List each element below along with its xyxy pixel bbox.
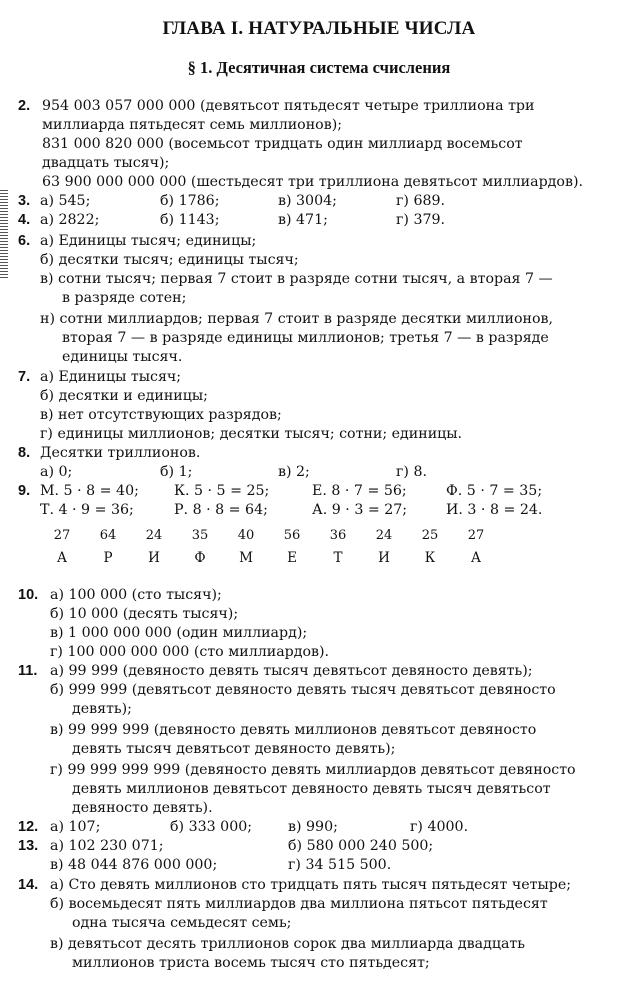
exercise-3-answer: б) 1786; bbox=[160, 193, 220, 209]
exercise-14-line: б) восемьдесят пять миллиардов два миллиона пятьсот пятьдесят bbox=[50, 896, 548, 912]
exercise-9-equation: Е. 8 · 7 = 56; bbox=[312, 483, 407, 499]
exercise-number-6: 6. bbox=[18, 233, 31, 249]
exercise-11-line: девять); bbox=[72, 701, 132, 717]
exercise-number-7: 7. bbox=[18, 369, 31, 385]
exercise-3-answer: в) 3004; bbox=[278, 193, 337, 209]
exercise-14-line: миллионов триста восемь тысяч сто пятьдесят; bbox=[72, 955, 430, 971]
exercise-2-line: 63 900 000 000 000 (шестьдесят три триллиона девятьсот миллиардов). bbox=[42, 174, 583, 190]
exercise-7-line: в) нет отсутствующих разрядов; bbox=[40, 407, 282, 423]
exercise-number-9: 9. bbox=[18, 483, 31, 499]
exercise-number-8: 8. bbox=[18, 445, 31, 461]
exercise-number-11: 11. bbox=[18, 663, 38, 679]
cipher-letter: М bbox=[239, 550, 253, 566]
cipher-number: 25 bbox=[421, 528, 439, 543]
exercise-6-line: а) Единицы тысяч; единицы; bbox=[40, 233, 257, 249]
exercise-2-line: 954 003 057 000 000 (девятьсот пятьдесят четыре триллиона три bbox=[42, 98, 535, 114]
cipher-number: 24 bbox=[145, 528, 163, 543]
exercise-13-answer: в) 48 044 876 000 000; bbox=[50, 857, 218, 873]
cipher-letter: И bbox=[148, 550, 160, 566]
exercise-8-answer: а) 0; bbox=[40, 464, 73, 480]
cipher-letter: К bbox=[424, 550, 436, 566]
exercise-number-14: 14. bbox=[18, 877, 39, 893]
exercise-13-answer: б) 580 000 240 500; bbox=[288, 838, 434, 854]
exercise-6-line: в разряде сотен; bbox=[62, 290, 187, 306]
exercise-7-line: б) десятки и единицы; bbox=[40, 388, 208, 404]
exercise-11-line: в) 99 999 999 (девяносто девять миллионов девятьсот девяносто bbox=[50, 722, 537, 738]
cipher-number: 35 bbox=[191, 528, 209, 543]
exercise-9-equation: Ф. 5 · 7 = 35; bbox=[446, 483, 543, 499]
exercise-6-line: б) десятки тысяч; единицы тысяч; bbox=[40, 252, 299, 268]
cipher-letter: А bbox=[56, 550, 68, 566]
exercise-number-3: 3. bbox=[18, 193, 31, 209]
exercise-9-equation: Р. 8 · 8 = 64; bbox=[174, 502, 268, 518]
exercise-13-answer: г) 34 515 500. bbox=[288, 857, 392, 873]
exercise-10-line: а) 100 000 (сто тысяч); bbox=[50, 587, 222, 603]
section-title: § 1. Десятичная система счисления bbox=[187, 58, 451, 77]
exercise-13-answer: а) 102 230 071; bbox=[50, 838, 164, 854]
exercise-8-heading: Десятки триллионов. bbox=[40, 445, 201, 461]
cipher-letter: А bbox=[470, 550, 482, 566]
exercise-4-answer: б) 1143; bbox=[160, 212, 220, 228]
exercise-14-line: одна тысяча семьдесят семь; bbox=[72, 915, 292, 931]
exercise-12-answer: г) 4000. bbox=[410, 819, 469, 835]
scan-edge-marks bbox=[0, 190, 8, 278]
cipher-letter: И bbox=[378, 550, 390, 566]
exercise-14-line: в) девятьсот десять триллионов сорок два миллиарда двадцать bbox=[50, 936, 526, 952]
cipher-number: 27 bbox=[53, 528, 71, 543]
exercise-8-answer: б) 1; bbox=[160, 464, 193, 480]
exercise-6-line: н) сотни миллиардов; первая 7 стоит в разряде десятки миллионов, bbox=[40, 311, 554, 327]
exercise-number-4: 4. bbox=[18, 212, 31, 228]
exercise-3-answer: а) 545; bbox=[40, 193, 91, 209]
exercise-number-10: 10. bbox=[18, 587, 39, 603]
cipher-number: 40 bbox=[237, 528, 255, 543]
exercise-6-line: единицы тысяч. bbox=[62, 349, 183, 365]
exercise-11-line: а) 99 999 (девяносто девять тысяч девятьсот девяносто девять); bbox=[50, 663, 533, 679]
exercise-11-line: г) 99 999 999 999 (девяносто девять миллиардов девятьсот девяносто bbox=[50, 762, 576, 778]
exercise-6-line: вторая 7 — в разряде единицы миллионов; третья 7 — в разряде bbox=[62, 330, 549, 346]
exercise-2-line: двадцать тысяч); bbox=[42, 155, 170, 171]
cipher-number: 36 bbox=[329, 528, 347, 543]
cipher-number: 56 bbox=[283, 528, 301, 543]
exercise-12-answer: а) 107; bbox=[50, 819, 101, 835]
exercise-9-equation: И. 3 · 8 = 24. bbox=[446, 502, 543, 518]
exercise-10-line: в) 1 000 000 000 (один миллиард); bbox=[50, 625, 308, 641]
exercise-8-answer: в) 2; bbox=[278, 464, 310, 480]
exercise-10-line: б) 10 000 (десять тысяч); bbox=[50, 606, 239, 622]
exercise-9-equation: М. 5 · 8 = 40; bbox=[40, 483, 139, 499]
exercise-14-line: а) Сто девять миллионов сто тридцать пять тысяч пятьдесят четыре; bbox=[50, 877, 572, 893]
exercise-number-13: 13. bbox=[18, 838, 39, 854]
chapter-title: ГЛАВА I. НАТУРАЛЬНЫЕ ЧИСЛА bbox=[162, 18, 476, 39]
cipher-number: 24 bbox=[375, 528, 393, 543]
exercise-6-line: в) сотни тысяч; первая 7 стоит в разряде сотни тысяч, а вторая 7 — bbox=[40, 271, 553, 287]
exercise-2-line: 831 000 820 000 (восемьсот тридцать один миллиард восемьсот bbox=[42, 136, 523, 152]
exercise-11-line: девять миллионов девятьсот девяносто девять тысяч девятьсот bbox=[72, 781, 551, 797]
exercise-11-line: б) 999 999 (девятьсот девяносто девять тысяч девятьсот девяносто bbox=[50, 682, 556, 698]
cipher-letter: Ф bbox=[194, 550, 206, 566]
exercise-8-answer: г) 8. bbox=[396, 464, 428, 480]
cipher-number: 64 bbox=[99, 528, 117, 543]
cipher-letter: Р bbox=[103, 550, 113, 566]
exercise-4-answer: а) 2822; bbox=[40, 212, 100, 228]
exercise-3-answer: г) 689. bbox=[396, 193, 446, 209]
exercise-10-line: г) 100 000 000 000 (сто миллиардов). bbox=[50, 644, 330, 660]
exercise-7-line: а) Единицы тысяч; bbox=[40, 369, 182, 385]
exercise-11-line: девяносто девять). bbox=[72, 800, 213, 816]
exercise-9-equation: А. 9 · 3 = 27; bbox=[312, 502, 408, 518]
exercise-9-equation: К. 5 · 5 = 25; bbox=[174, 483, 270, 499]
exercise-11-line: девять тысяч девятьсот девяносто девять); bbox=[72, 741, 396, 757]
cipher-letter: Т bbox=[333, 550, 343, 566]
exercise-4-answer: г) 379. bbox=[396, 212, 446, 228]
cipher-letter: Е bbox=[287, 550, 297, 566]
exercise-4-answer: в) 471; bbox=[278, 212, 328, 228]
cipher-number: 27 bbox=[467, 528, 485, 543]
exercise-9-equation: Т. 4 · 9 = 36; bbox=[40, 502, 134, 518]
exercise-12-answer: б) 333 000; bbox=[170, 819, 253, 835]
exercise-7-line: г) единицы миллионов; десятки тысяч; сотни; единицы. bbox=[40, 426, 463, 442]
exercise-number-12: 12. bbox=[18, 819, 39, 835]
exercise-2-line: миллиарда пятьдесят семь миллионов); bbox=[42, 117, 343, 133]
exercise-12-answer: в) 990; bbox=[288, 819, 338, 835]
exercise-number-2: 2. bbox=[18, 98, 31, 114]
